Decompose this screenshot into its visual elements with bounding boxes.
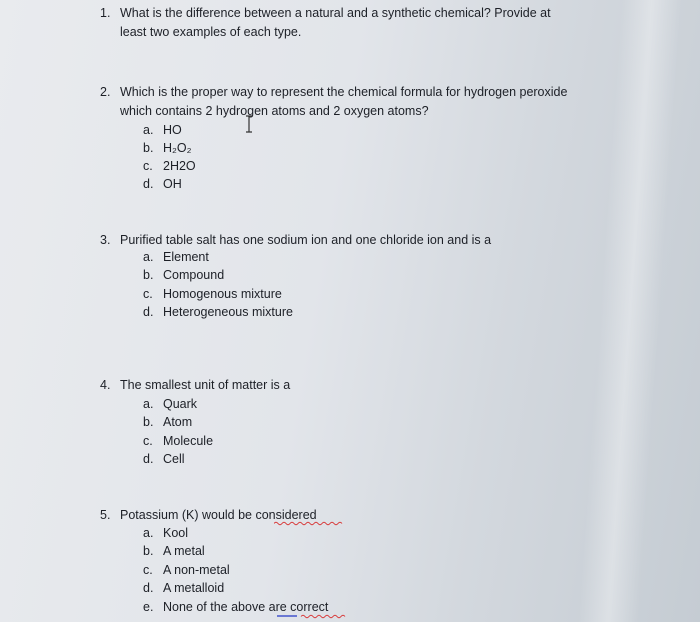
option-text: H₂O₂: [163, 141, 192, 155]
option-5d: [143, 579, 224, 597]
text-cursor-icon: [244, 115, 254, 133]
option-text: Molecule: [163, 434, 214, 448]
grammar-underline: [277, 614, 347, 619]
option-letter: d.: [143, 305, 154, 319]
option-letter: d.: [143, 581, 154, 595]
option-text: Kool: [163, 526, 189, 540]
option-text: Compound: [163, 268, 225, 282]
option-4b: [143, 413, 192, 431]
option-letter: e.: [143, 600, 154, 614]
option-letter: b.: [143, 544, 154, 558]
option-4c: [143, 432, 213, 450]
option-4d: [143, 450, 185, 468]
option-text: 2H2O: [163, 159, 196, 173]
question-number: 2.: [100, 85, 111, 99]
question-number: 5.: [100, 508, 111, 522]
option-letter: c.: [143, 434, 153, 448]
question-number: 3.: [100, 233, 111, 247]
option-letter: d.: [143, 177, 154, 191]
option-text: None of the above are correct: [163, 600, 329, 614]
option-5a: [143, 524, 188, 542]
option-text: Heterogeneous mixture: [163, 305, 293, 319]
option-letter: a.: [143, 123, 154, 137]
option-2a: [143, 121, 182, 139]
option-3c: [143, 285, 282, 303]
option-letter: a.: [143, 526, 154, 540]
option-letter: c.: [143, 159, 153, 173]
option-3b: [143, 266, 224, 284]
option-2c: [143, 157, 196, 175]
spellcheck-underline: [274, 521, 344, 526]
option-3a: [143, 248, 209, 266]
question-text-line: Potassium (K) would be considered: [120, 508, 317, 522]
option-text: A non-metal: [163, 563, 230, 577]
question-text-line: Purified table salt has one sodium ion and one chloride ion and is a: [120, 233, 492, 247]
option-letter: b.: [143, 141, 154, 155]
option-2d: [143, 175, 182, 193]
option-text: Quark: [163, 397, 198, 411]
question-text-line: which contains 2 hydrogen atoms and 2 oxygen atoms?: [120, 104, 429, 118]
option-3d: [143, 303, 293, 321]
option-text: Homogenous mixture: [163, 287, 282, 301]
option-letter: b.: [143, 268, 154, 282]
question-text-line: Which is the proper way to represent the chemical formula for hydrogen peroxide: [120, 85, 568, 99]
option-letter: c.: [143, 563, 153, 577]
question-text-line: The smallest unit of matter is a: [120, 378, 291, 392]
option-text: Element: [163, 250, 209, 264]
option-text: A metalloid: [163, 581, 225, 595]
option-text: HO: [163, 123, 182, 137]
option-text: A metal: [163, 544, 205, 558]
question-text-line: What is the difference between a natural and a synthetic chemical? Provide at: [120, 6, 551, 20]
option-text: Atom: [163, 415, 193, 429]
question-text-line: least two examples of each type.: [120, 25, 302, 39]
option-letter: c.: [143, 287, 153, 301]
option-5b: [143, 542, 205, 560]
option-text: OH: [163, 177, 182, 191]
option-letter: b.: [143, 415, 154, 429]
option-4a: [143, 395, 197, 413]
question-number: 4.: [100, 378, 111, 392]
option-letter: d.: [143, 452, 154, 466]
option-letter: a.: [143, 250, 154, 264]
option-text: Cell: [163, 452, 185, 466]
question-number: 1.: [100, 6, 111, 20]
option-5c: [143, 561, 230, 579]
option-letter: a.: [143, 397, 154, 411]
option-2b: [143, 139, 191, 157]
